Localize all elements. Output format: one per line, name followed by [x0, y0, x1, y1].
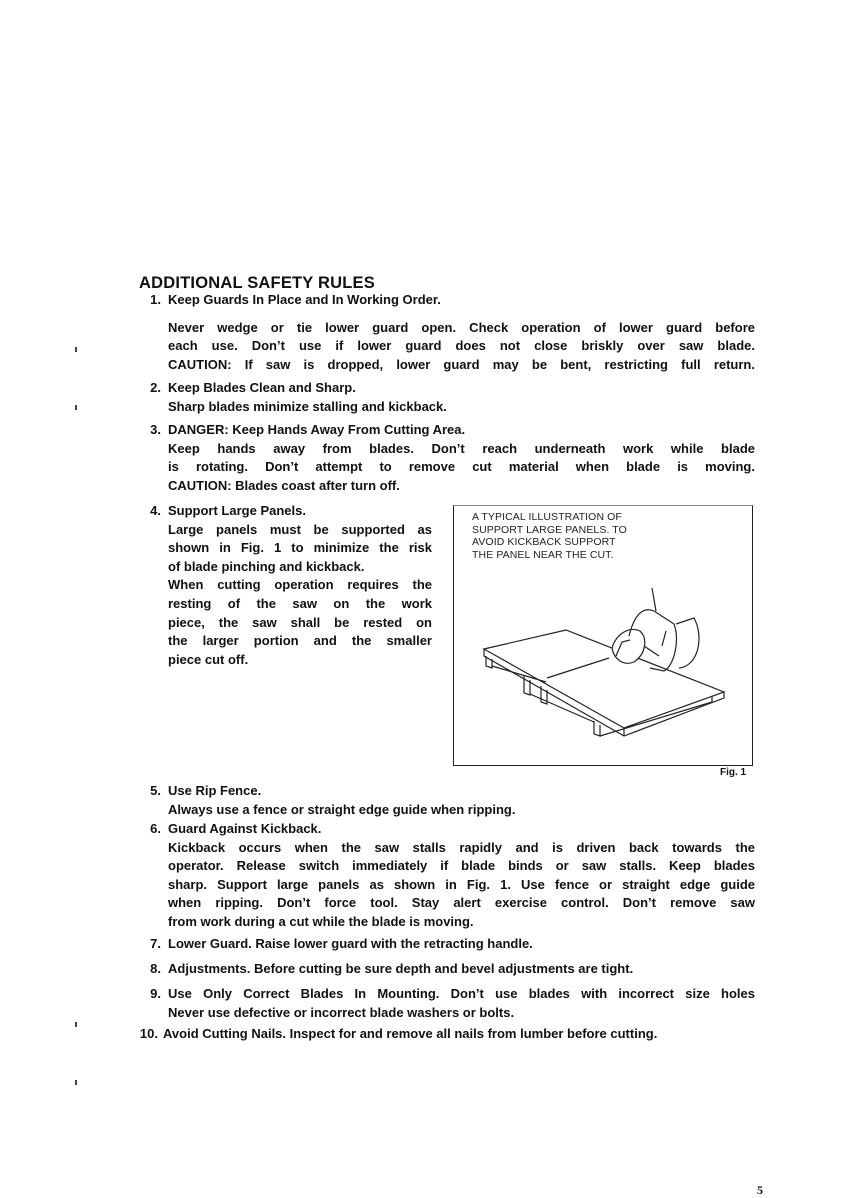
rule-text-line: operator. Release switch immediately if blade binds or saw stalls. Keep blades	[168, 858, 755, 874]
rule-text-line: Never use defective or incorrect blade washers or bolts.	[168, 1004, 515, 1020]
caption-line: AVOID KICKBACK SUPPORT	[472, 536, 616, 548]
rule-number: 10.	[139, 1026, 158, 1041]
rule-number: 4.	[150, 503, 161, 518]
rule-number: 9.	[150, 986, 161, 1001]
rule-text-line: Always use a fence or straight edge guide when ripping.	[168, 801, 516, 817]
rule-title: Adjustments. Before cutting be sure depth and bevel adjustments are tight.	[168, 961, 634, 976]
rule-text-line: of blade pinching and kickback.	[168, 558, 365, 574]
panel-support-illustration	[454, 506, 752, 765]
rule-text-line: each use. Don’t use if lower guard does not close briskly over saw blade.	[168, 338, 755, 354]
caption-line: THE PANEL NEAR THE CUT.	[472, 548, 614, 561]
rule-text-line: piece cut off.	[168, 651, 249, 667]
rule-text-line: is rotating. Don’t attempt to remove cut material when blade is moving.	[168, 459, 755, 475]
margin-mark	[75, 347, 77, 352]
rule-title: Support Large Panels.	[168, 503, 306, 518]
section-heading: ADDITIONAL SAFETY RULES	[139, 274, 375, 292]
rule-number: 7.	[150, 936, 161, 951]
rule-title: Use Only Correct Blades In Mounting. Don’t use blades with incorrect size holes	[168, 986, 755, 1001]
rule-text-line: from work during a cut while the blade is moving.	[168, 914, 474, 929]
caption-line: SUPPORT LARGE PANELS. TO	[472, 523, 627, 536]
rule-text-line: Large panels must be supported as	[168, 521, 432, 537]
rule-text-line: Never wedge or tie lower guard open. Check operation of lower guard before	[168, 319, 755, 335]
rule-text-line: CAUTION: Blades coast after turn off.	[168, 477, 400, 493]
rule-text-line: sharp. Support large panels as shown in Fig. 1. Use fence or straight edge guide	[168, 876, 755, 892]
rule-title: Avoid Cutting Nails. Inspect for and remove all nails from lumber before cutting.	[163, 1026, 658, 1041]
rule-text-line: Keep hands away from blades. Don’t reach underneath work while blade	[168, 440, 755, 456]
rule-number: 5.	[150, 783, 161, 798]
rule-title: Use Rip Fence.	[168, 783, 262, 798]
rule-text-line: shown in Fig. 1 to minimize the risk	[168, 540, 432, 556]
rule-text-line: the larger portion and the smaller	[168, 633, 432, 649]
margin-mark	[75, 1080, 77, 1085]
page-number: 5	[757, 1183, 763, 1197]
rule-text-line: piece, the saw shall be rested on	[168, 614, 432, 630]
rule-title: Keep Blades Clean and Sharp.	[168, 380, 356, 395]
caption-line: A TYPICAL ILLUSTRATION OF	[472, 511, 622, 523]
rule-number: 1.	[150, 292, 161, 307]
rule-title: Lower Guard. Raise lower guard with the retracting handle.	[168, 936, 533, 951]
rule-text-line: When cutting operation requires the	[168, 577, 432, 593]
rule-text-line: when ripping. Don’t force tool. Stay alert exercise control. Don’t remove saw	[168, 895, 755, 911]
rule-number: 8.	[150, 961, 161, 976]
margin-mark	[75, 405, 77, 410]
rule-title: DANGER: Keep Hands Away From Cutting Area.	[168, 422, 466, 437]
margin-mark	[75, 1022, 77, 1027]
rule-number: 3.	[150, 422, 161, 437]
rule-number: 6.	[150, 821, 161, 836]
figure-1	[453, 505, 753, 766]
rule-text-line: CAUTION: If saw is dropped, lower guard may be bent, restricting full return.	[168, 356, 755, 372]
rule-text-line: Kickback occurs when the saw stalls rapidly and is driven back towards the	[168, 839, 755, 855]
figure-label: Fig. 1	[720, 767, 747, 778]
rule-text-line: Sharp blades minimize stalling and kickback.	[168, 398, 447, 414]
rule-title: Keep Guards In Place and In Working Order.	[168, 292, 441, 307]
rule-title: Guard Against Kickback.	[168, 821, 322, 836]
rule-number: 2.	[150, 380, 161, 395]
rule-text-line: resting of the saw on the work	[168, 596, 432, 611]
